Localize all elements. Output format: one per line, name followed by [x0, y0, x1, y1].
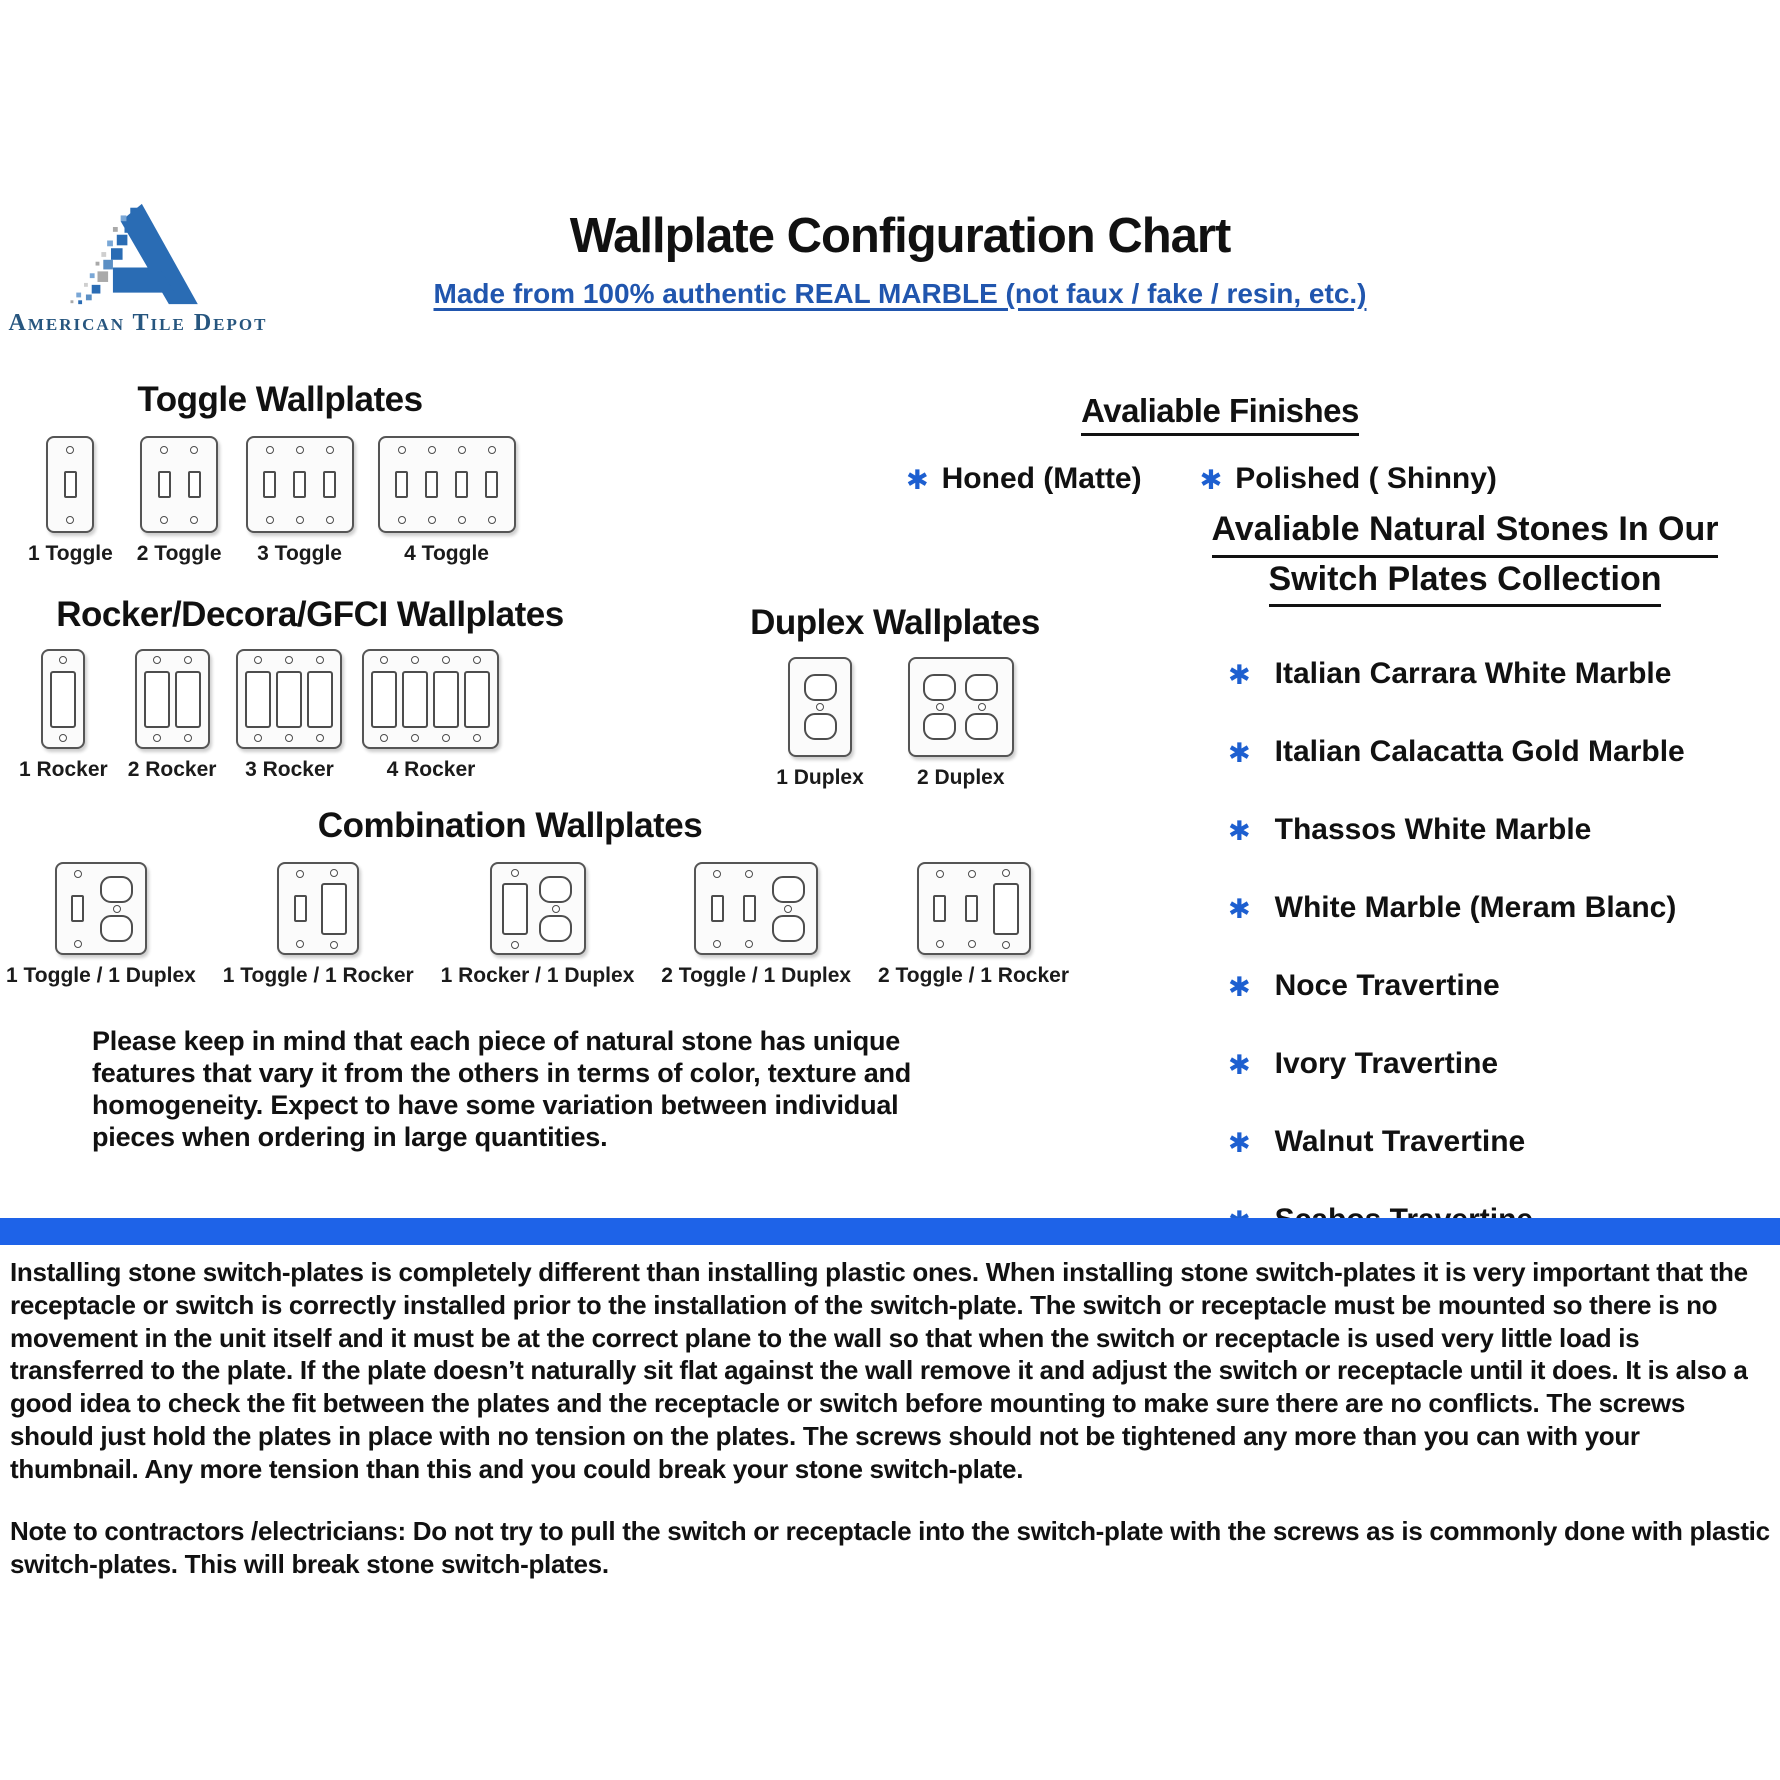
plate-label: 1 Toggle / 1 Duplex: [6, 964, 196, 987]
screw-hole: [153, 734, 161, 742]
available-finishes-section: [890, 392, 1550, 496]
plate-label: 4 Rocker: [386, 758, 476, 781]
toggle-column: [319, 446, 341, 524]
screw-hole: [458, 516, 466, 524]
screw-hole: [296, 940, 304, 948]
plate-label: 3 Toggle: [257, 542, 342, 565]
screw-hole: [428, 516, 436, 524]
asterisk-bullet-icon: ✱: [906, 464, 929, 495]
screw-hole: [74, 870, 82, 878]
wallplate-diagram: [236, 649, 342, 749]
screw-hole: [266, 446, 274, 454]
toggle-opening: [743, 895, 756, 922]
rocker-opening: [144, 671, 170, 728]
toggle-column: [929, 870, 951, 948]
wallplate-figure: [236, 649, 342, 782]
screw-hole: [296, 870, 304, 878]
screw-hole: [254, 656, 262, 664]
asterisk-bullet-icon: ✱: [1228, 659, 1251, 690]
duplex-column: [802, 665, 838, 749]
rocker-opening: [464, 671, 490, 728]
rocker-column: [321, 869, 347, 949]
page-subtitle: Made from 100% authentic REAL MARBLE (not faux / fake / resin, etc.): [433, 278, 1367, 309]
screw-hole: [326, 446, 334, 454]
rocker-opening: [50, 671, 76, 728]
wallplate-figure: [776, 657, 864, 790]
stones-heading-line1-wrap: [1150, 508, 1780, 558]
wallplate-figure: [6, 862, 196, 988]
toggle-section-title: Toggle Wallplates: [137, 380, 423, 419]
screw-hole: [511, 869, 519, 877]
duplex-plates-row: [730, 657, 1060, 790]
screw-hole: [978, 703, 986, 711]
rocker-opening: [321, 883, 347, 935]
screw-hole: [488, 516, 496, 524]
blue-divider-bar: [0, 1218, 1780, 1245]
screw-hole: [66, 446, 74, 454]
outlet-opening: [923, 674, 956, 701]
screw-hole: [380, 656, 388, 664]
wallplate-diagram: [135, 649, 210, 749]
toggle-opening: [188, 471, 201, 498]
screw-hole: [153, 656, 161, 664]
wallplate-diagram: [490, 862, 586, 955]
toggle-column: [451, 446, 473, 524]
asterisk-bullet-icon: ✱: [1228, 737, 1251, 768]
toggle-column: [59, 446, 81, 524]
wallplate-figure: [878, 862, 1069, 988]
screw-hole: [442, 656, 450, 664]
asterisk-bullet-icon: ✱: [1228, 893, 1251, 924]
screw-hole: [511, 941, 519, 949]
rocker-column: [50, 656, 76, 742]
screw-hole: [266, 516, 274, 524]
toggle-column: [259, 446, 281, 524]
screw-hole: [968, 870, 976, 878]
toggle-column: [706, 870, 728, 948]
toggle-column: [153, 446, 175, 524]
screw-hole: [74, 940, 82, 948]
plate-label: 4 Toggle: [404, 542, 489, 565]
stones-heading: [1150, 508, 1780, 607]
toggle-opening: [323, 471, 336, 498]
screw-hole: [113, 905, 121, 913]
toggle-wallplates-section: [20, 380, 540, 566]
title-block: [340, 208, 1460, 310]
toggle-opening: [158, 471, 171, 498]
plate-label: 1 Toggle / 1 Rocker: [222, 964, 414, 987]
rocker-opening: [433, 671, 459, 728]
toggle-column: [289, 870, 311, 948]
toggle-opening: [71, 895, 84, 922]
stones-heading-line2: Switch Plates Collection: [1269, 558, 1662, 608]
screw-hole: [458, 446, 466, 454]
screw-hole: [326, 516, 334, 524]
wallplate-figure: [908, 657, 1014, 790]
screw-hole: [254, 734, 262, 742]
rocker-column: [276, 656, 302, 742]
wallplate-diagram: [46, 436, 94, 533]
screw-hole: [1002, 869, 1010, 877]
screw-hole: [316, 734, 324, 742]
screw-hole: [66, 516, 74, 524]
outlet-opening: [923, 713, 956, 740]
wallplate-diagram: [378, 436, 516, 533]
rocker-section-title: Rocker/Decora/GFCI Wallplates: [56, 595, 564, 634]
plate-label: 1 Duplex: [776, 766, 864, 789]
screw-hole: [190, 516, 198, 524]
wallplate-figure: [378, 436, 516, 566]
screw-hole: [936, 870, 944, 878]
screw-hole: [473, 734, 481, 742]
stone-item-label: Thassos White Marble: [1274, 813, 1592, 847]
wallplate-figure: [28, 436, 113, 566]
mosaic-a-logo-icon: [58, 200, 218, 308]
toggle-column: [391, 446, 413, 524]
stones-heading-line2-wrap: [1150, 558, 1780, 608]
screw-hole: [968, 940, 976, 948]
wallplate-diagram: [788, 657, 852, 757]
wallplate-diagram: [277, 862, 359, 955]
finishes-list: [890, 462, 1550, 496]
plate-label: 2 Toggle: [136, 542, 222, 565]
rocker-column: [307, 656, 333, 742]
duplex-wallplates-section: [730, 603, 1060, 790]
screw-hole: [59, 656, 67, 664]
wallplate-figure: [128, 649, 217, 782]
screw-hole: [285, 656, 293, 664]
duplex-column: [538, 867, 574, 951]
stone-item-label: Italian Carrara White Marble: [1274, 657, 1672, 691]
toggle-column: [421, 446, 443, 524]
outlet-opening: [539, 876, 572, 903]
rocker-opening: [276, 671, 302, 728]
asterisk-bullet-icon: ✱: [1228, 971, 1251, 1002]
asterisk-bullet-icon: ✱: [1228, 1127, 1251, 1158]
plate-label: 3 Rocker: [245, 758, 334, 781]
stone-item-label: Walnut Travertine: [1274, 1125, 1526, 1159]
screw-hole: [488, 446, 496, 454]
toggle-opening: [965, 895, 978, 922]
rocker-opening: [245, 671, 271, 728]
wallplate-diagram: [908, 657, 1014, 757]
screw-hole: [398, 516, 406, 524]
outlet-opening: [804, 674, 837, 701]
natural-stones-section: [1150, 508, 1780, 1237]
toggle-plates-row: [20, 436, 540, 566]
wallplate-diagram: [917, 862, 1031, 955]
plate-label: 1 Rocker: [19, 758, 108, 781]
stones-list: [1150, 657, 1780, 1237]
toggle-opening: [425, 471, 438, 498]
stone-item: [1228, 735, 1780, 769]
screw-hole: [713, 940, 721, 948]
wallplate-diagram: [362, 649, 499, 749]
rocker-column: [464, 656, 490, 742]
rocker-wallplates-section: [15, 595, 605, 782]
screw-hole: [160, 446, 168, 454]
outlet-opening: [100, 915, 133, 942]
screw-hole: [296, 446, 304, 454]
stone-item: [1228, 1047, 1780, 1081]
rocker-opening: [502, 883, 528, 935]
rocker-column: [245, 656, 271, 742]
wallplate-figure: [246, 436, 354, 566]
toggle-column: [289, 446, 311, 524]
screw-hole: [184, 734, 192, 742]
finish-item: [906, 462, 1142, 496]
toggle-opening: [263, 471, 276, 498]
duplex-column: [99, 867, 135, 951]
plate-label: 2 Duplex: [917, 766, 1005, 789]
screw-hole: [398, 446, 406, 454]
wallplate-diagram: [694, 862, 818, 955]
wallplate-diagram: [41, 649, 85, 749]
brand-name: American Tile Depot: [8, 310, 268, 336]
finishes-title-text: Avaliable Finishes: [1081, 392, 1359, 436]
finish-item: [1200, 462, 1497, 496]
asterisk-bullet-icon: ✱: [1228, 1049, 1251, 1080]
rocker-opening: [402, 671, 428, 728]
plate-label: 2 Toggle / 1 Rocker: [878, 964, 1069, 987]
finish-item-label: Polished ( Shinny): [1235, 462, 1497, 495]
rocker-column: [993, 869, 1019, 949]
toggle-opening: [64, 471, 77, 498]
installation-instructions: [10, 1256, 1772, 1581]
screw-hole: [428, 446, 436, 454]
screw-hole: [296, 516, 304, 524]
installation-paragraph: Installing stone switch-plates is completely different than installing plastic ones. When installing stone switch-plates it is very important that the receptacle or switch is correctly installed prior to the installation of the switch-plate. The switch or receptacle must be mounted so there is no movement in the unit itself and it must be at the correct plane to the wall so that when the switch or receptacle is used very little load is transferred to the plate. If the plate doesn’t naturally sit flat against the wall remove it and adjust the switch or receptacle until it does. It is also a good idea to check the fit between the plates and the receptacle or switch before mounting to make sure there are no conflicts. The screws should just hold the plates in place with no tension on the plates. The screws should not be tightened any more than you can with your thumbnail. Any more tension than this and you could break your stone switch-plate.: [10, 1257, 1748, 1484]
outlet-opening: [772, 876, 805, 903]
stone-item: [1228, 969, 1780, 1003]
screw-hole: [713, 870, 721, 878]
stone-item-label: Italian Calacatta Gold Marble: [1274, 735, 1685, 769]
plate-label: 1 Rocker / 1 Duplex: [440, 964, 635, 987]
toggle-column: [67, 870, 89, 948]
screw-hole: [745, 940, 753, 948]
wallplate-figure: [137, 436, 222, 566]
toggle-opening: [455, 471, 468, 498]
stone-item: [1228, 657, 1780, 691]
outlet-opening: [539, 915, 572, 942]
wallplate-diagram: [140, 436, 218, 533]
outlet-opening: [965, 674, 998, 701]
rocker-opening: [993, 883, 1019, 935]
screw-hole: [816, 703, 824, 711]
toggle-column: [183, 446, 205, 524]
stone-item: [1228, 813, 1780, 847]
combination-section-title: Combination Wallplates: [317, 806, 703, 845]
rocker-plates-row: [15, 649, 605, 782]
plate-label: 2 Toggle / 1 Duplex: [661, 964, 852, 987]
screw-hole: [784, 905, 792, 913]
contractors-note-paragraph: Note to contractors /electricians: Do not try to pull the switch or receptacle into the switch-plate with the screws as is commonly done with plastic switch-plates. This will break stone switch-plates.: [10, 1516, 1770, 1579]
wallplate-figure: [19, 649, 108, 782]
duplex-section-title: Duplex Wallplates: [750, 603, 1040, 642]
plate-label: 1 Toggle: [28, 542, 113, 565]
wallplate-diagram: [246, 436, 354, 533]
wallplate-diagram: [55, 862, 147, 955]
toggle-opening: [711, 895, 724, 922]
screw-hole: [411, 656, 419, 664]
screw-hole: [184, 656, 192, 664]
screw-hole: [285, 734, 293, 742]
toggle-column: [481, 446, 503, 524]
screw-hole: [316, 656, 324, 664]
screw-hole: [59, 734, 67, 742]
stones-heading-line1: Avaliable Natural Stones In Our: [1212, 508, 1719, 558]
rocker-column: [502, 869, 528, 949]
wallplate-figure: [223, 862, 414, 988]
wallplate-figure: [362, 649, 499, 782]
stone-variation-note: Please keep in mind that each piece of natural stone has unique features that vary it from the others in terms of color, texture and homogeneity. Expect to have some variation between individual pieces when ordering in large quantities.: [92, 1026, 912, 1152]
outlet-opening: [804, 713, 837, 740]
screw-hole: [411, 734, 419, 742]
combination-plates-row: [0, 862, 1075, 988]
asterisk-bullet-icon: ✱: [1228, 815, 1251, 846]
rocker-opening: [371, 671, 397, 728]
finish-item-label: Honed (Matte): [941, 462, 1142, 495]
outlet-opening: [965, 713, 998, 740]
toggle-opening: [395, 471, 408, 498]
duplex-column: [964, 665, 1000, 749]
toggle-opening: [293, 471, 306, 498]
screw-hole: [936, 940, 944, 948]
screw-hole: [936, 703, 944, 711]
rocker-opening: [175, 671, 201, 728]
screw-hole: [552, 905, 560, 913]
wallplate-figure: [441, 862, 635, 988]
plate-label: 2 Rocker: [127, 758, 217, 781]
screw-hole: [330, 869, 338, 877]
asterisk-bullet-icon: ✱: [1199, 464, 1223, 495]
rocker-opening: [307, 671, 333, 728]
toggle-opening: [933, 895, 946, 922]
outlet-opening: [772, 915, 805, 942]
rocker-column: [144, 656, 170, 742]
outlet-opening: [100, 876, 133, 903]
finishes-title: [890, 392, 1550, 436]
rocker-column: [371, 656, 397, 742]
screw-hole: [745, 870, 753, 878]
screw-hole: [190, 446, 198, 454]
stone-item-label: Ivory Travertine: [1274, 1047, 1499, 1081]
rocker-column: [175, 656, 201, 742]
american-tile-depot-logo: [8, 200, 268, 337]
toggle-opening: [485, 471, 498, 498]
rocker-column: [433, 656, 459, 742]
toggle-column: [961, 870, 983, 948]
stone-item-label: White Marble (Meram Blanc): [1274, 891, 1677, 925]
stone-item: [1228, 891, 1780, 925]
screw-hole: [442, 734, 450, 742]
stone-item-label: Noce Travertine: [1274, 969, 1500, 1003]
screw-hole: [473, 656, 481, 664]
toggle-opening: [294, 895, 307, 922]
wallplate-figure: [661, 862, 851, 988]
screw-hole: [1002, 941, 1010, 949]
rocker-column: [402, 656, 428, 742]
toggle-column: [738, 870, 760, 948]
page-title: Wallplate Configuration Chart: [569, 209, 1231, 263]
duplex-column: [770, 867, 806, 951]
screw-hole: [380, 734, 388, 742]
screw-hole: [330, 941, 338, 949]
duplex-column: [922, 665, 958, 749]
screw-hole: [160, 516, 168, 524]
stone-item: [1228, 1125, 1780, 1159]
combination-wallplates-section: [0, 806, 1075, 988]
